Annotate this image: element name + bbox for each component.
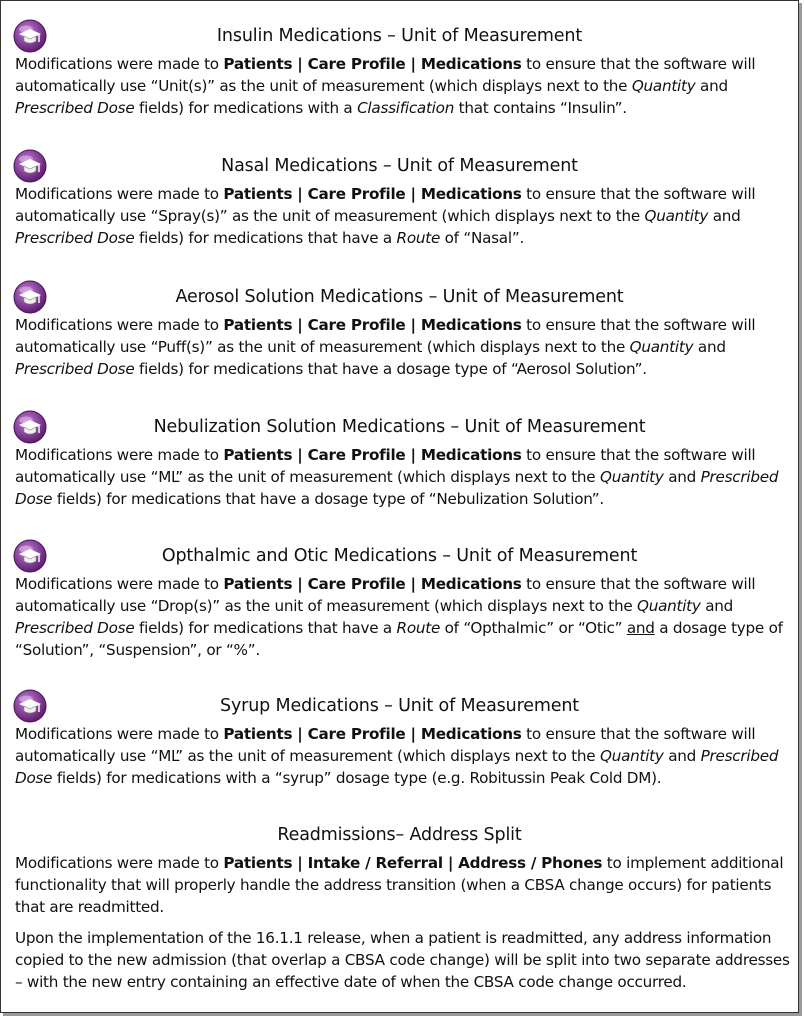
section-body: Modifications were made to Patients | Care Profile | Medications to ensure that the software will automatically use “Spray(s)” as the unit of measurement (which displays next to the Quantity and Prescribed Dose fields) for medications that have a Route of “Nasal”. [15,185,756,247]
menu-path: Patients | Care Profile | Medications [223,185,522,203]
section-title: Nebulization Solution Medications – Unit of Measurement [153,417,646,437]
readmissions-paragraph-2: Upon the implementation of the 16.1.1 release, when a patient is readmitted, any address information copied to the new admission (that overlap a CBSA code change) will be split into two separate addresses – with the new entry containing an effective date of when the CBSA code change occurred. [15,929,790,991]
field-name: Prescribed Dose [15,229,135,247]
field-name: Prescribed Dose [15,468,779,508]
section-title: Readmissions– Address Split [277,825,522,845]
field-name: Quantity [644,207,709,225]
field-name: Quantity [599,747,664,765]
section-body: Modifications were made to Patients | Care Profile | Medications to ensure that the software will automatically use “ML” as the unit of measurement (which displays next to the Quantity and Prescribed Dose fields) for medications that have a dosage type of “Nebulization Solution”. [15,446,779,508]
field-name: Prescribed Dose [15,619,135,637]
field-name: Quantity [629,338,694,356]
field-name: Route [396,229,441,247]
menu-path: Patients | Care Profile | Medications [223,725,522,743]
field-name: Prescribed Dose [15,747,779,787]
field-name: Route [396,619,441,637]
section-title: Nasal Medications – Unit of Measurement [221,156,578,176]
section-body: Modifications were made to Patients | Care Profile | Medications to ensure that the software will automatically use “ML” as the unit of measurement (which displays next to the Quantity and Prescribed Dose fields) for medications with a “syrup” dosage type (e.g. Robitussin Peak Cold DM). [15,725,779,787]
emphasis-and: and [626,619,655,637]
field-name: Quantity [599,468,664,486]
section-body: Modifications were made to Patients | Care Profile | Medications to ensure that the software will automatically use “Puff(s)” as the unit of measurement (which displays next to the Quantity and Prescribed Dose fields) for medications that have a dosage type of “Aerosol Solution”. [15,316,756,378]
field-name: Prescribed Dose [15,99,135,117]
menu-path: Patients | Care Profile | Medications [223,575,522,593]
section-title: Opthalmic and Otic Medications – Unit of Measurement [161,546,638,566]
section-body: Modifications were made to Patients | Care Profile | Medications to ensure that the software will automatically use “Drop(s)” as the unit of measurement (which displays next to the Quantity and Prescribed Dose fields) for medications that have a Route of “Opthalmic” or “Otic” and a dosage type of “Solution”, “Suspension”, or “%”. [15,575,783,659]
field-name: Quantity [637,597,701,615]
section-title: Aerosol Solution Medications – Unit of Measurement [175,287,624,307]
field-name: Classification [357,99,455,117]
menu-path: Patients | Care Profile | Medications [223,316,522,334]
menu-path: Patients | Intake / Referral | Address / Phones [223,854,603,872]
menu-path: Patients | Care Profile | Medications [223,446,522,464]
section-body [15,852,794,993]
menu-path: Patients | Care Profile | Medications [223,55,522,73]
section-body: Modifications were made to Patients | Care Profile | Medications to ensure that the software will automatically use “Unit(s)” as the unit of measurement (which displays next to the Quantity and Prescribed Dose fields) for medications with a Classification that contains “Insulin”. [15,55,756,117]
section-title: Insulin Medications – Unit of Measurement [216,26,583,46]
field-name: Prescribed Dose [15,360,135,378]
section-title: Syrup Medications – Unit of Measurement [219,696,580,716]
field-name: Quantity [631,77,696,95]
readmissions-paragraph-1: Modifications were made to Patients | Intake / Referral | Address / Phones to implement additional functionality that will properly handle the address transition (when a CBSA change occurs) for patients that are readmitted. [15,854,784,916]
